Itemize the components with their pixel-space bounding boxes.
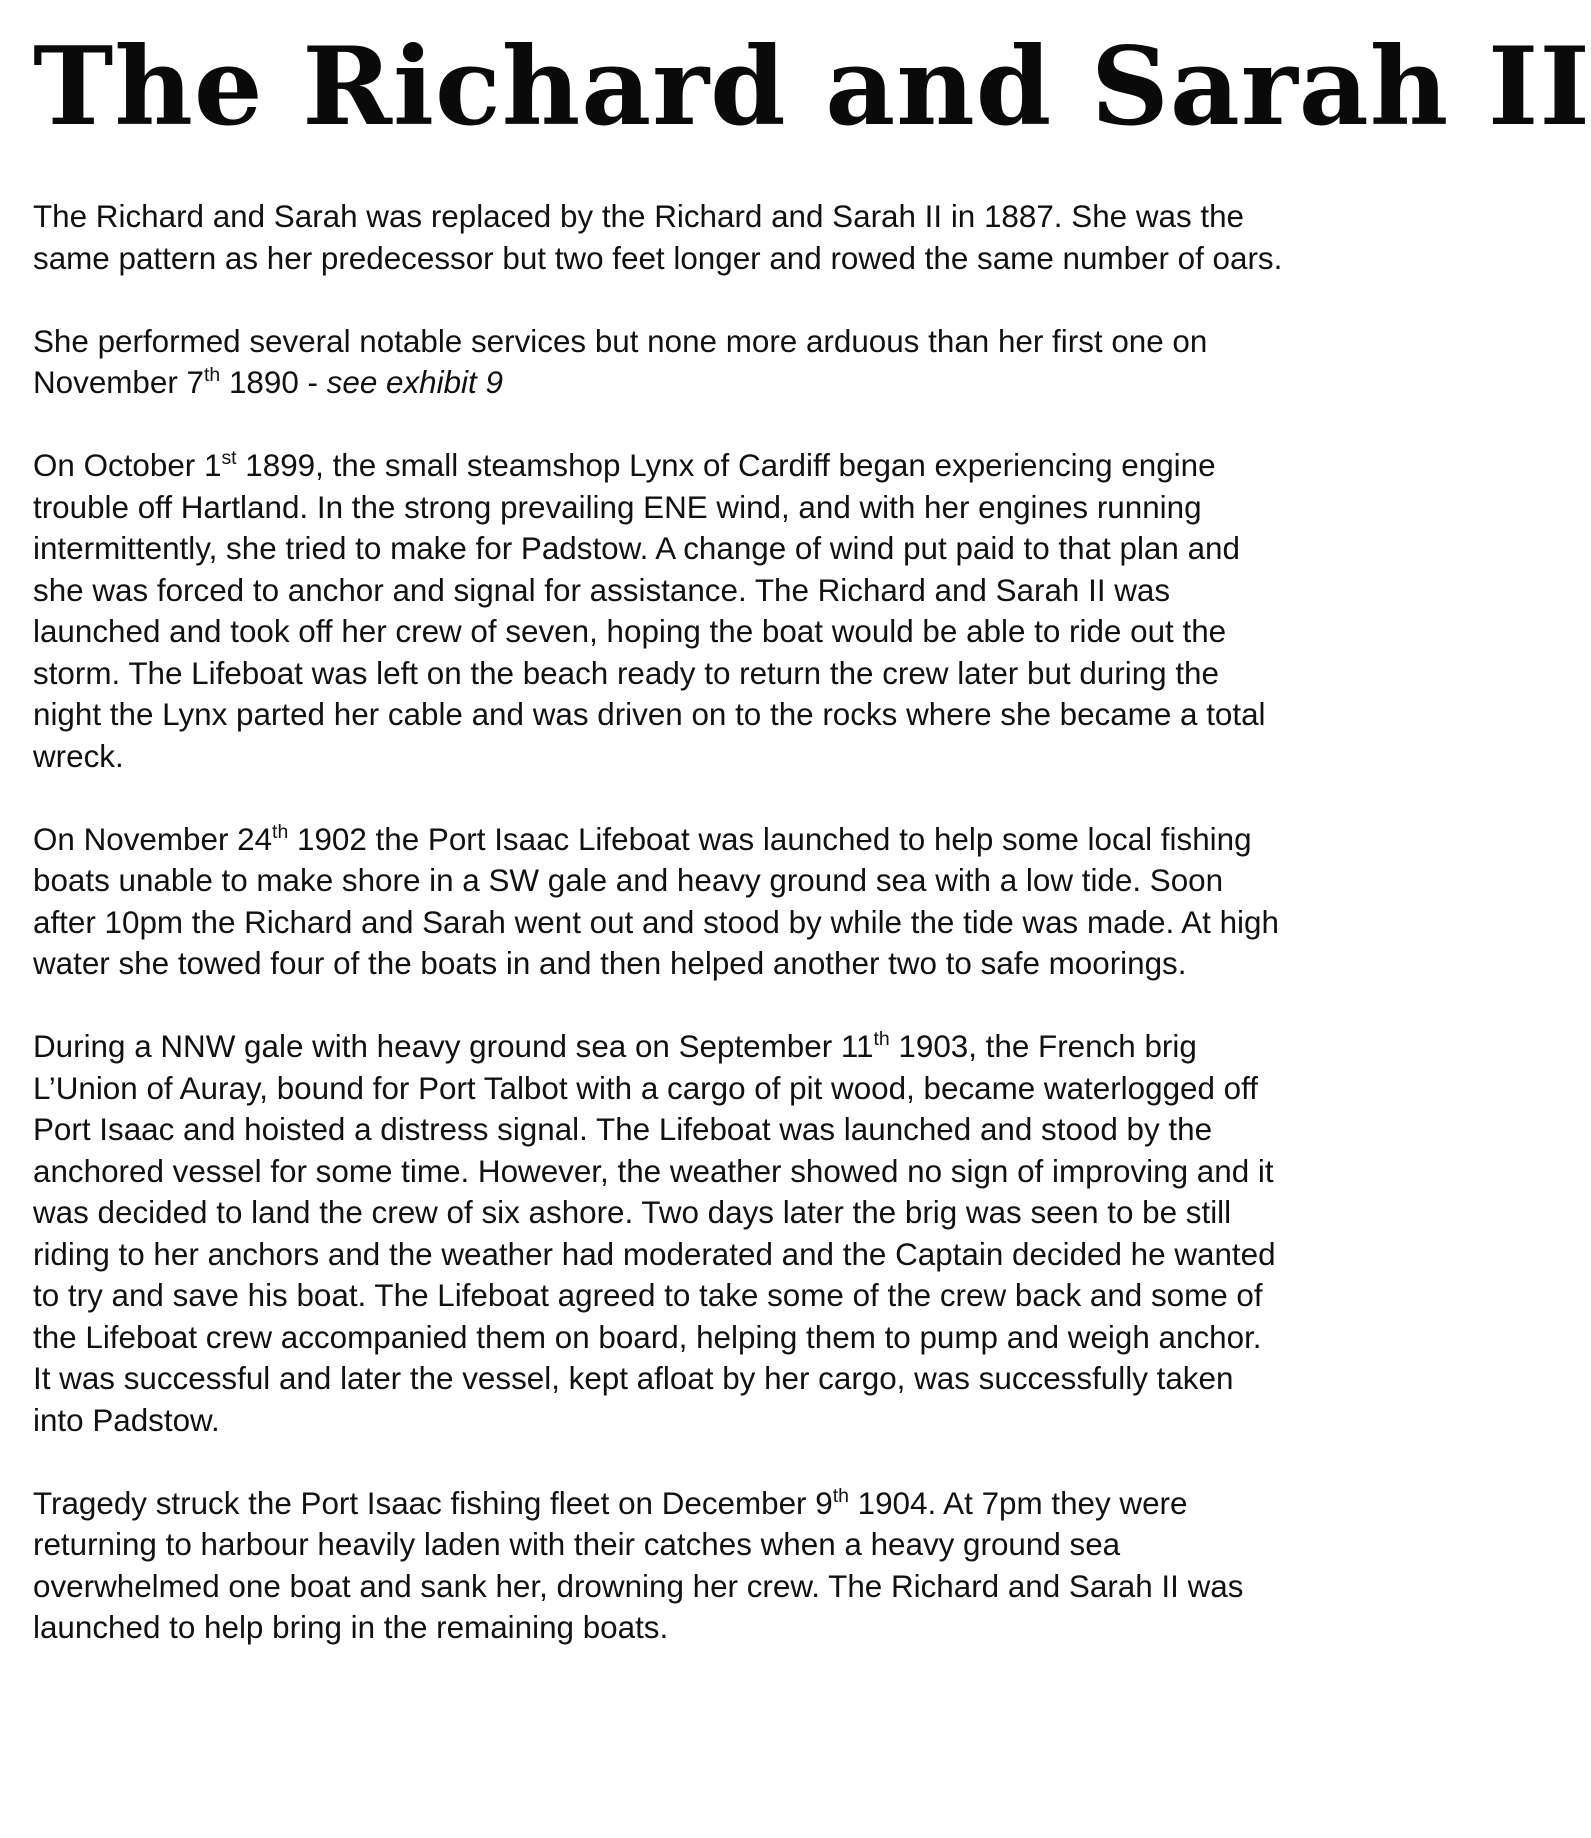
paragraph-lynx: [33, 445, 1283, 777]
ordinal-suffix: st: [221, 446, 237, 469]
paragraph-text: 1902 the Port Isaac Lifeboat was launched to help some local fishing boats unable to make shore in a SW gale and heavy ground sea with a low tide. Soon after 10pm the Richard and Sarah went out and stood by while the tide was made. At high water she towed four of the boats in and then helped another two to safe moorings.: [33, 821, 1279, 981]
paragraph-text: Tragedy struck the Port Isaac fishing fleet on December 9: [33, 1485, 833, 1521]
ordinal-suffix: th: [832, 1484, 849, 1507]
paragraph-text: 1899, the small steamshop Lynx of Cardiff began experiencing engine trouble off Hartland. In the strong prevailing ENE wind, and with her engines running intermittently, she tried to make for Padstow. A change of wind put paid to that plan and she was forced to anchor and signal for assistance. The Richard and Sarah II was launched and took off her crew of seven, hoping the boat would be able to ride out the storm. The Lifeboat was left on the beach ready to return the crew later but during the night the Lynx parted her cable and was driven on to the rocks where she became a total wreck.: [33, 448, 1266, 774]
ordinal-suffix: th: [203, 363, 221, 386]
paragraph-text: During a NNW gale with heavy ground sea on September 11: [33, 1029, 874, 1064]
paragraph-first-service: [33, 321, 1283, 404]
paragraph-tragedy: [33, 1483, 1283, 1649]
paragraph-lunion: [33, 1026, 1283, 1441]
ordinal-suffix: th: [272, 820, 289, 843]
ordinal-suffix: th: [873, 1027, 890, 1050]
paragraph-text: On October 1: [33, 448, 222, 483]
paragraph-text: The Richard and Sarah was replaced by the Richard and Sarah II in 1887. She was the same pattern as her predecessor but two feet longer and rowed the same number of oars.: [33, 199, 1283, 276]
paragraph-text: 1904. At 7pm they were returning to harbour heavily laden with their catches when a heavy ground sea overwhelmed one boat and sank her, drowning her crew. The Richard and Sarah II was launched to help bring in the remaining boats.: [33, 1485, 1244, 1645]
paragraph-text: On November 24: [33, 821, 273, 857]
paragraph-text: 1890 -: [220, 365, 327, 400]
page-title: The Richard and Sarah II: [33, 24, 1591, 150]
paragraph-replacement: [33, 196, 1283, 279]
paragraph-text: 1903, the French brig L’Union of Auray, bound for Port Talbot with a cargo of pit wood, became waterlogged off Port Isaac and hoisted a distress signal. The Lifeboat was launched and stood by the anchored vessel for some time. However, the weather showed no sign of improving and it was decided to land the crew of six ashore. Two days later the brig was seen to be still riding to her anchors and the weather had moderated and the Captain decided he wanted to try and save his boat. The Lifeboat agreed to take some of the crew back and some of the Lifeboat crew accompanied them on board, helping them to pump and weigh anchor. It was successful and later the vessel, kept afloat by her cargo, was successfully taken into Padstow.: [33, 1029, 1276, 1438]
exhibit-reference: see exhibit 9: [326, 365, 503, 400]
paragraph-fishing-boats: [33, 819, 1283, 985]
paragraph-text: She performed several notable services but none more arduous than her first one on November 7: [33, 323, 1208, 400]
document-body: [33, 196, 1283, 1649]
